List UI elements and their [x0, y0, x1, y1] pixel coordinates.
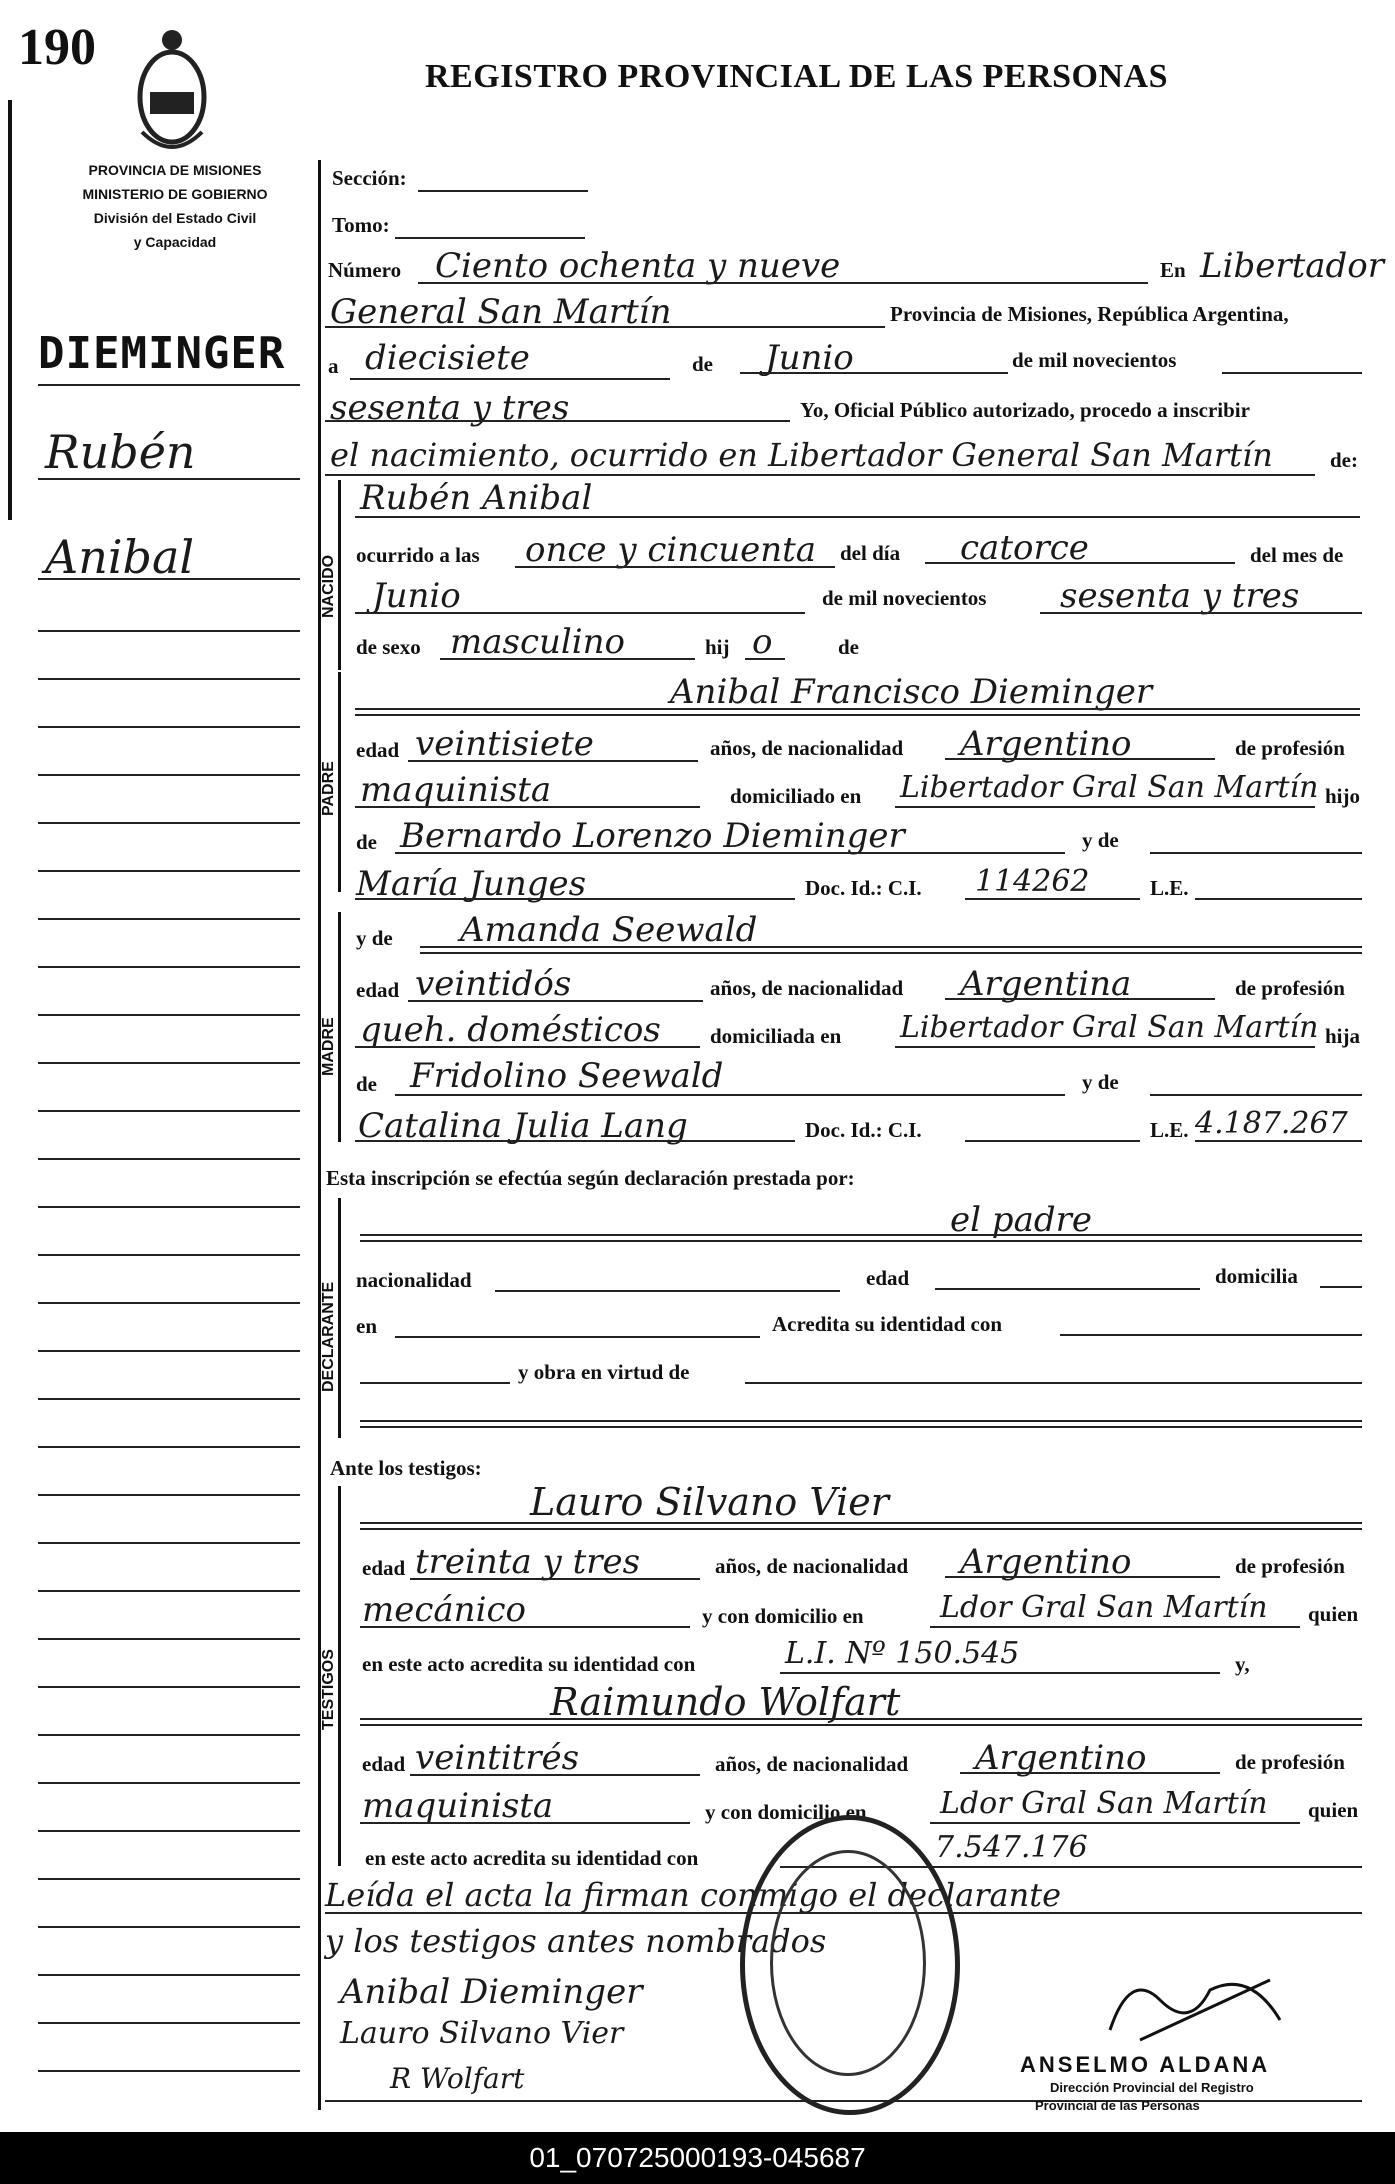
madre-doc-label: Doc. Id.: C.I.	[805, 1118, 922, 1142]
w1-edad-value: treinta y tres	[415, 1542, 641, 1582]
w2-quien-label: quien	[1308, 1798, 1359, 1822]
agency-line: PROVINCIA DE MISIONES	[88, 162, 262, 178]
sidebar-rule	[38, 1110, 300, 1112]
w1-prof-label: de profesión	[1235, 1554, 1345, 1578]
birth-year-value: sesenta y tres	[1060, 576, 1300, 616]
madre-mother-field	[355, 1140, 795, 1142]
sexo-value: masculino	[450, 622, 626, 662]
sidebar-rule	[38, 1974, 300, 1976]
madre-nac-value: Argentina	[960, 964, 1132, 1004]
padre-prof-value: maquinista	[360, 770, 552, 810]
agency-line: MINISTERIO DE GOBIERNO	[82, 186, 268, 202]
madre-y-de-label: y de	[356, 926, 393, 950]
madre-dom-value: Libertador Gral San Martín	[900, 1010, 1319, 1045]
testigos-intro: Ante los testigos:	[330, 1456, 482, 1480]
father-name-field	[355, 708, 1360, 716]
sidebar-rule	[38, 1350, 300, 1352]
madre-prof-value: queh. domésticos	[360, 1010, 661, 1050]
madre-le-field	[1195, 1140, 1362, 1142]
sidebar-rule	[38, 630, 300, 632]
section-bar	[338, 1198, 341, 1438]
w1-nac-field	[945, 1576, 1220, 1578]
madre-le-value: 4.187.267	[1195, 1106, 1348, 1141]
madre-hija-label: hija	[1325, 1024, 1361, 1048]
del-mes-label: del mes de	[1250, 543, 1344, 567]
hour-value: once y cincuenta	[525, 530, 817, 570]
madre-mother-value: Catalina Julia Lang	[358, 1106, 688, 1146]
w1-y-label: y,	[1235, 1652, 1250, 1676]
mil-label: de mil novecientos	[1012, 348, 1177, 372]
de-label: de	[692, 352, 713, 376]
sidebar-rule	[38, 1590, 300, 1592]
w2-acred-label: en este acto acredita su identidad con	[365, 1846, 699, 1870]
sidebar-rule	[38, 918, 300, 920]
w1-edad-label: edad	[362, 1556, 406, 1580]
sidebar-rule	[38, 774, 300, 776]
event-field	[325, 474, 1315, 476]
sidebar-rule	[38, 1686, 300, 1688]
sidebar-second-name: Anibal	[45, 530, 195, 584]
w2-dom-value: Ldor Gral San Martín	[940, 1786, 1268, 1821]
seccion-label: Sección:	[332, 166, 407, 190]
coat-of-arms-icon	[132, 22, 212, 152]
day-value: diecisiete	[365, 338, 530, 378]
sidebar-rule	[38, 870, 300, 872]
w2-dom-field	[930, 1822, 1300, 1824]
w1-nac-value: Argentino	[960, 1542, 1132, 1582]
padre-prof-field	[355, 806, 700, 808]
sidebar-rule	[38, 2022, 300, 2024]
padre-edad-label: edad	[356, 738, 400, 762]
declarante-obra-label: y obra en virtud de	[518, 1360, 690, 1384]
madre-dom-field	[895, 1046, 1315, 1048]
w1-nac-label: años, de nacionalidad	[715, 1554, 909, 1578]
section-bar	[338, 480, 341, 670]
madre-nac-label: años, de nacionalidad	[710, 976, 904, 1000]
section-testigos-label: TESTIGOS	[320, 1649, 337, 1730]
sexo-field	[440, 658, 695, 660]
w1-id-field	[780, 1672, 1220, 1674]
padre-mother-value: María Junges	[356, 864, 587, 904]
madre-doc-field	[965, 1140, 1140, 1142]
madre-prof-label: de profesión	[1235, 976, 1345, 1000]
w1-id-value: L.I. Nº 150.545	[785, 1636, 1020, 1671]
madre-edad-field	[408, 1000, 703, 1002]
hour-field	[515, 566, 835, 568]
sidebar-rule	[38, 1782, 300, 1784]
sidebar-rule	[38, 1302, 300, 1304]
year-field	[325, 420, 790, 422]
padre-doc-label: Doc. Id.: C.I.	[805, 876, 922, 900]
declarante-extra-field	[360, 1420, 1362, 1428]
padre-de-label: de	[356, 830, 377, 854]
declarante-obra-pre-field	[360, 1382, 510, 1384]
declarante-edad-field	[935, 1288, 1200, 1290]
section-bar	[338, 1486, 341, 1866]
signature-witness-1: Lauro Silvano Vier	[340, 2016, 624, 2051]
madre-prof-field	[355, 1046, 700, 1048]
declarante-obra-field	[745, 1382, 1362, 1384]
sidebar-rule	[38, 1638, 300, 1640]
mil-field	[1222, 372, 1362, 374]
event-value: el nacimiento, ocurrido en Libertador General San Martín	[330, 436, 1273, 474]
signature-witness-2: R Wolfart	[390, 2062, 525, 2095]
madre-edad-value: veintidós	[415, 964, 572, 1004]
officer-title-2: Provincial de las Personas	[1035, 2098, 1200, 2113]
w1-dom-field	[930, 1626, 1300, 1628]
w2-prof-value: maquinista	[362, 1786, 554, 1826]
sidebar-rule	[38, 1158, 300, 1160]
agency-block	[40, 158, 310, 254]
hijo-label: hij	[705, 635, 730, 659]
w2-prof-label: de profesión	[1235, 1750, 1345, 1774]
sidebar-rule	[38, 2070, 300, 2072]
numero-field	[418, 282, 1148, 284]
padre-nac-label: años, de nacionalidad	[710, 736, 904, 760]
document-id-footer: 01_070725000193-045687	[0, 2132, 1395, 2184]
birth-month-value: Junio	[372, 576, 461, 616]
page-title: REGISTRO PROVINCIAL DE LAS PERSONAS	[425, 58, 1168, 95]
sidebar-rule	[38, 1062, 300, 1064]
provincia-label: Provincia de Misiones, República Argentina,	[890, 302, 1289, 326]
oficial-label: Yo, Oficial Público autorizado, procedo a inscribir	[800, 398, 1250, 422]
w1-acred-label: en este acto acredita su identidad con	[362, 1652, 696, 1676]
w2-nac-label: años, de nacionalidad	[715, 1752, 909, 1776]
section-nacido-label: NACIDO	[320, 554, 337, 618]
witness2-name-field	[360, 1718, 1362, 1726]
officer-name: ANSELMO ALDANA	[1020, 2052, 1271, 2077]
declarante-dom-field	[1320, 1286, 1362, 1288]
birth-day-value: catorce	[960, 528, 1089, 568]
declarante-en-field	[395, 1336, 760, 1338]
w2-id-value: 7.547.176	[935, 1830, 1088, 1865]
section-bar	[338, 912, 341, 1142]
w1-dom-label: y con domicilio en	[702, 1604, 864, 1628]
sidebar-rule	[38, 1542, 300, 1544]
padre-dom-label: domiciliado en	[730, 784, 862, 808]
padre-y-de-field	[1150, 852, 1362, 854]
seccion-field	[418, 190, 588, 192]
sidebar-rule	[38, 1734, 300, 1736]
padre-doc-value: 114262	[975, 864, 1090, 899]
sidebar-rule	[38, 1206, 300, 1208]
del-dia-label: del día	[840, 541, 901, 565]
place-value-2: General San Martín	[330, 292, 672, 332]
padre-dom-field	[895, 806, 1315, 808]
padre-nac-field	[945, 758, 1215, 760]
declarante-dom-label: domicilia	[1215, 1264, 1298, 1288]
place-field	[325, 326, 885, 328]
place-value-1: Libertador	[1200, 246, 1385, 286]
closing-line-1: Leída el acta la firman conmigo el declarante	[325, 1876, 1062, 1914]
sidebar-rule	[38, 578, 300, 580]
padre-edad-value: veintisiete	[415, 724, 594, 764]
w2-edad-label: edad	[362, 1752, 406, 1776]
w1-prof-field	[360, 1626, 690, 1628]
sidebar-rule	[38, 1254, 300, 1256]
sidebar-first-name: Rubén	[45, 425, 196, 479]
page-number: 190	[18, 19, 96, 76]
nacido-de-label: de	[838, 635, 859, 659]
madre-father-value: Fridolino Seewald	[410, 1056, 724, 1096]
official-seal-inner	[770, 1850, 926, 2076]
padre-doc-field	[965, 898, 1140, 900]
mother-name-field	[420, 946, 1362, 954]
agency-line: División del Estado Civil	[93, 210, 257, 226]
officer-title-1: Dirección Provincial del Registro	[1050, 2080, 1254, 2095]
padre-prof-label: de profesión	[1235, 736, 1345, 760]
sidebar-rule	[38, 1878, 300, 1880]
signature-declarante: Anibal Dieminger	[340, 1972, 643, 2012]
section-madre-label: MADRE	[320, 1017, 337, 1076]
numero-value: Ciento ochenta y nueve	[435, 246, 841, 286]
sidebar-surname: DIEMINGER	[38, 328, 286, 379]
child-name: Rubén Anibal	[360, 478, 593, 518]
w2-dom-label: y con domicilio en	[705, 1800, 867, 1824]
padre-father-field	[395, 852, 1065, 854]
padre-y-de-label: y de	[1082, 828, 1119, 852]
witness1-name: Lauro Silvano Vier	[530, 1480, 889, 1524]
year-value: sesenta y tres	[330, 388, 570, 428]
w2-edad-value: veintitrés	[415, 1738, 580, 1778]
madre-de-label: de	[356, 1072, 377, 1096]
madre-edad-label: edad	[356, 978, 400, 1002]
padre-le-field	[1195, 898, 1362, 900]
sidebar-rule	[38, 1926, 300, 1928]
declarante-name: el padre	[950, 1200, 1092, 1240]
padre-mother-field	[355, 898, 795, 900]
madre-nac-field	[945, 998, 1215, 1000]
sidebar-rule	[38, 1014, 300, 1016]
madre-dom-label: domiciliada en	[710, 1024, 842, 1048]
w1-edad-field	[410, 1578, 700, 1580]
day-field	[350, 378, 670, 380]
sidebar-rule	[38, 1446, 300, 1448]
w2-edad-field	[410, 1774, 700, 1776]
mother-name: Amanda Seewald	[460, 910, 758, 950]
mil-label-2: de mil novecientos	[822, 586, 987, 610]
section-declarante-label: DECLARANTE	[320, 1281, 337, 1392]
padre-dom-value: Libertador Gral San Martín	[900, 770, 1319, 805]
section-padre-label: PADRE	[320, 761, 337, 816]
father-name: Anibal Francisco Dieminger	[670, 672, 1153, 712]
w2-nac-value: Argentino	[975, 1738, 1147, 1778]
declarante-acredita-label: Acredita su identidad con	[772, 1312, 1003, 1336]
padre-nac-value: Argentino	[960, 724, 1132, 764]
officer-signature-icon	[1100, 1960, 1300, 2050]
sidebar-rule	[38, 966, 300, 968]
tomo-field	[395, 237, 585, 239]
agency-line: y Capacidad	[133, 234, 217, 250]
birth-year-field	[1040, 612, 1362, 614]
a-label: a	[328, 354, 339, 378]
margin-rule	[318, 160, 321, 2110]
madre-y-de2-field	[1150, 1094, 1362, 1096]
padre-le-label: L.E.	[1150, 876, 1189, 900]
birth-day-field	[925, 562, 1235, 564]
madre-le-label: L.E.	[1150, 1118, 1189, 1142]
closing-line-2: y los testigos antes nombrados	[325, 1922, 827, 1960]
declarante-intro: Esta inscripción se efectúa según declaración prestada por:	[326, 1166, 855, 1190]
en-label: En	[1160, 258, 1186, 282]
de-colon-label: de:	[1330, 448, 1358, 472]
numero-label: Número	[328, 258, 402, 282]
declarante-name-field	[360, 1234, 1362, 1242]
month-field	[740, 372, 1008, 374]
declarante-nac-field	[495, 1290, 840, 1292]
padre-edad-field	[408, 760, 698, 762]
section-bar	[338, 672, 341, 892]
binding-edge	[8, 100, 12, 520]
w1-prof-value: mecánico	[362, 1590, 526, 1630]
w2-nac-field	[960, 1772, 1220, 1774]
declarante-edad-label: edad	[866, 1266, 910, 1290]
ocurrido-label: ocurrido a las	[356, 543, 480, 567]
witness2-name: Raimundo Wolfart	[550, 1680, 901, 1724]
witness1-name-field	[360, 1522, 1362, 1530]
sidebar-rule	[38, 384, 300, 386]
padre-hijo-label: hijo	[1325, 784, 1361, 808]
birth-month-field	[355, 612, 805, 614]
sidebar-rule	[38, 726, 300, 728]
declarante-nac-label: nacionalidad	[356, 1268, 472, 1292]
hijo-field	[745, 658, 785, 660]
sidebar-rule	[38, 1830, 300, 1832]
w1-dom-value: Ldor Gral San Martín	[940, 1590, 1268, 1625]
declarante-en-label: en	[356, 1314, 377, 1338]
sidebar-rule	[38, 822, 300, 824]
sidebar-rule	[38, 1494, 300, 1496]
child-name-field	[355, 516, 1360, 518]
sexo-label: de sexo	[356, 635, 421, 659]
month-value: Junio	[765, 338, 854, 378]
sidebar-rule	[38, 1398, 300, 1400]
w2-prof-field	[360, 1822, 690, 1824]
madre-y-de2-label: y de	[1082, 1070, 1119, 1094]
sidebar-rule	[38, 678, 300, 680]
madre-father-field	[395, 1094, 1065, 1096]
hijo-value: o	[752, 622, 773, 662]
w1-quien-label: quien	[1308, 1602, 1359, 1626]
sidebar-rule	[38, 478, 300, 480]
tomo-label: Tomo:	[332, 213, 390, 237]
padre-father-value: Bernardo Lorenzo Dieminger	[400, 816, 905, 856]
declarante-acredita-field	[1060, 1334, 1362, 1336]
